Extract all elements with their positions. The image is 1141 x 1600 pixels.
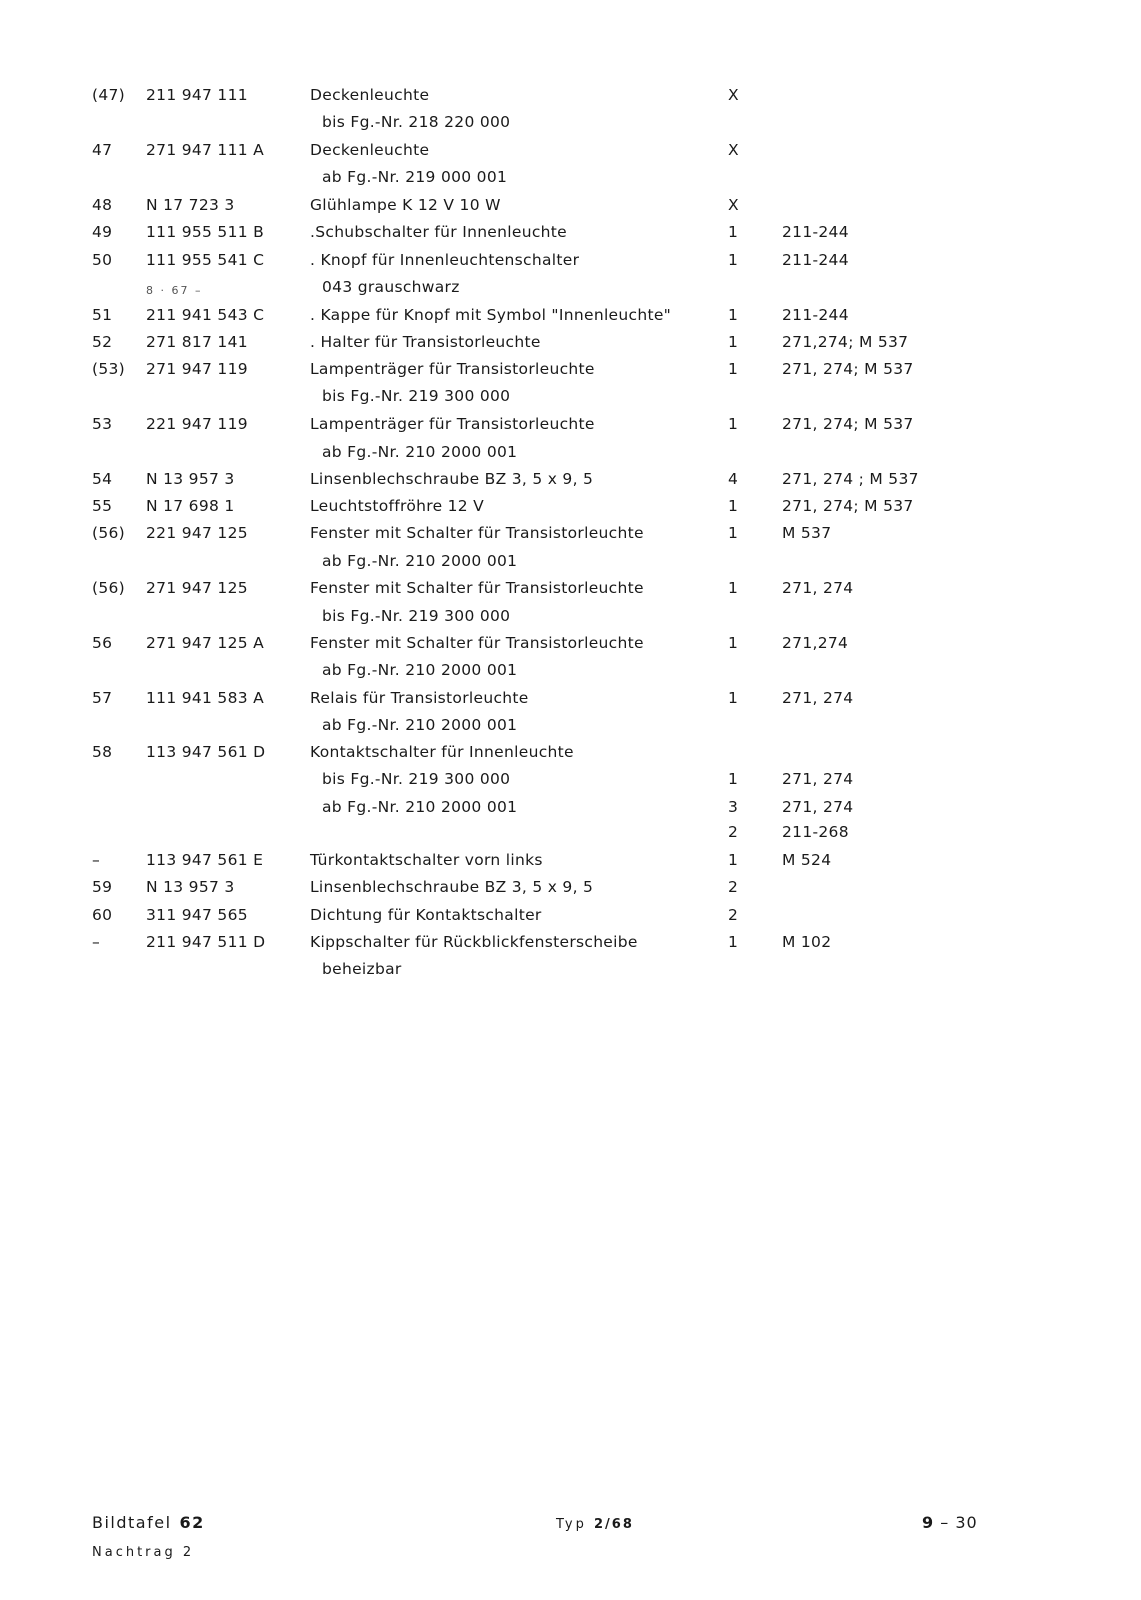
nachtrag: Nachtrag 2 [92,1545,195,1560]
table-row [0,552,1141,578]
quantity: 2 [728,823,739,841]
page-number: 9 – 30 [922,1513,978,1532]
description: . Knopf für Innenleuchtenschalter [310,251,580,269]
part-number: 211 947 111 [146,86,248,104]
part-number: 271 947 111 A [146,141,265,159]
description: bis Fg.-Nr. 218 220 000 [322,113,511,131]
description: ab Fg.-Nr. 210 2000 001 [322,443,518,461]
quantity: 2 [728,878,739,896]
part-number: 113 947 561 E [146,851,264,869]
quantity: 1 [728,223,739,241]
table-row [0,497,1141,523]
position-number: – [92,851,101,869]
position-number: 60 [92,906,113,924]
part-number: 271 947 119 [146,360,248,378]
table-row [0,86,1141,112]
description: . Kappe für Knopf mit Symbol "Innenleuchte" [310,306,672,324]
model-applicability: 271, 274 [782,689,854,707]
table-row [0,333,1141,359]
description: beheizbar [322,960,402,978]
position-number: (47) [92,86,126,104]
table-row [0,607,1141,633]
description: bis Fg.-Nr. 219 300 000 [322,387,511,405]
table-row [0,960,1141,986]
model-applicability: 211-268 [782,823,849,841]
part-number: 221 947 125 [146,524,248,542]
model-applicability: M 537 [782,524,832,542]
description: Relais für Transistorleuchte [310,689,529,707]
description: . Halter für Transistorleuchte [310,333,541,351]
part-number: 211 947 511 D [146,933,266,951]
model-applicability: 271,274; M 537 [782,333,909,351]
part-number: 271 947 125 [146,579,248,597]
quantity: 1 [728,524,739,542]
table-row [0,360,1141,386]
part-number: 271 947 125 A [146,634,265,652]
table-row [0,689,1141,715]
quantity: 1 [728,634,739,652]
table-row [0,223,1141,249]
table-row [0,770,1141,796]
model-applicability: 271, 274 [782,579,854,597]
part-number: 311 947 565 [146,906,248,924]
position-number: 47 [92,141,113,159]
typ-label: Typ 2/68 [556,1517,634,1532]
table-row [0,743,1141,769]
quantity: 1 [728,579,739,597]
model-applicability: 271, 274 [782,770,854,788]
table-row [0,579,1141,605]
table-row [0,113,1141,139]
quantity: 3 [728,798,739,816]
position-number: 51 [92,306,113,324]
description: Türkontaktschalter vorn links [310,851,543,869]
table-row [0,716,1141,742]
position-number: 52 [92,333,113,351]
quantity: X [728,86,739,104]
description: .Schubschalter für Innenleuchte [310,223,567,241]
position-number: – [92,933,101,951]
description: Fenster mit Schalter für Transistorleuchte [310,579,644,597]
table-row [0,443,1141,469]
quantity: 1 [728,251,739,269]
part-number: N 13 957 3 [146,878,235,896]
table-row [0,851,1141,877]
description: Linsenblechschraube BZ 3, 5 x 9, 5 [310,878,594,896]
model-applicability: 271, 274; M 537 [782,360,914,378]
typ-value: 2/68 [594,1517,634,1532]
description: Lampenträger für Transistorleuchte [310,360,595,378]
table-row [0,306,1141,332]
quantity: 2 [728,906,739,924]
position-number: (53) [92,360,126,378]
quantity: 1 [728,689,739,707]
part-number: 111 955 511 B [146,223,265,241]
part-number: 111 955 541 C [146,251,265,269]
position-number: (56) [92,579,126,597]
position-number: 55 [92,497,113,515]
quantity: X [728,141,739,159]
table-row [0,196,1141,222]
part-number: 111 941 583 A [146,689,265,707]
date-note: 8 · 67 – [146,284,203,297]
table-row [0,906,1141,932]
description: 043 grauschwarz [322,278,460,296]
model-applicability: 271,274 [782,634,849,652]
part-number: 211 941 543 C [146,306,265,324]
table-row [0,823,1141,849]
description: Fenster mit Schalter für Transistorleuchte [310,634,644,652]
bildtafel-number: 62 [179,1513,205,1532]
part-number: N 17 698 1 [146,497,235,515]
description: Linsenblechschraube BZ 3, 5 x 9, 5 [310,470,594,488]
table-row [0,415,1141,441]
model-applicability: 271, 274; M 537 [782,497,914,515]
description: ab Fg.-Nr. 210 2000 001 [322,552,518,570]
table-row [0,524,1141,550]
quantity: 1 [728,360,739,378]
part-number: 113 947 561 D [146,743,266,761]
table-row [0,933,1141,959]
description: Kontaktschalter für Innenleuchte [310,743,574,761]
part-number: 221 947 119 [146,415,248,433]
description: Kippschalter für Rückblickfensterscheibe [310,933,638,951]
position-number: 59 [92,878,113,896]
quantity: 1 [728,851,739,869]
position-number: 54 [92,470,113,488]
description: ab Fg.-Nr. 210 2000 001 [322,798,518,816]
part-number: 271 817 141 [146,333,248,351]
part-number: N 13 957 3 [146,470,235,488]
position-number: (56) [92,524,126,542]
model-applicability: 211-244 [782,306,849,324]
model-applicability: 271, 274; M 537 [782,415,914,433]
table-row [0,251,1141,277]
description: bis Fg.-Nr. 219 300 000 [322,607,511,625]
quantity: 1 [728,306,739,324]
part-number: N 17 723 3 [146,196,235,214]
position-number: 53 [92,415,113,433]
quantity: X [728,196,739,214]
description: ab Fg.-Nr. 219 000 001 [322,168,508,186]
model-applicability: 271, 274 ; M 537 [782,470,919,488]
table-row [0,878,1141,904]
bildtafel-label: Bildtafel 62 [92,1513,205,1532]
position-number: 50 [92,251,113,269]
table-row [0,798,1141,824]
description: Fenster mit Schalter für Transistorleuchte [310,524,644,542]
table-row [0,634,1141,660]
position-number: 57 [92,689,113,707]
model-applicability: 211-244 [782,223,849,241]
description: Lampenträger für Transistorleuchte [310,415,595,433]
quantity: 4 [728,470,739,488]
description: ab Fg.-Nr. 210 2000 001 [322,716,518,734]
table-row [0,470,1141,496]
quantity: 1 [728,333,739,351]
description: Deckenleuchte [310,86,430,104]
quantity: 1 [728,497,739,515]
model-applicability: M 102 [782,933,832,951]
description: Glühlampe K 12 V 10 W [310,196,501,214]
description: bis Fg.-Nr. 219 300 000 [322,770,511,788]
description: Dichtung für Kontaktschalter [310,906,542,924]
position-number: 58 [92,743,113,761]
description: ab Fg.-Nr. 210 2000 001 [322,661,518,679]
model-applicability: 271, 274 [782,798,854,816]
model-applicability: M 524 [782,851,832,869]
model-applicability: 211-244 [782,251,849,269]
quantity: 1 [728,933,739,951]
description: Leuchtstoffröhre 12 V [310,497,485,515]
quantity: 1 [728,415,739,433]
position-number: 56 [92,634,113,652]
table-row [0,168,1141,194]
table-row [0,278,1141,304]
position-number: 49 [92,223,113,241]
description: Deckenleuchte [310,141,430,159]
table-row [0,661,1141,687]
table-row [0,387,1141,413]
quantity: 1 [728,770,739,788]
table-row [0,141,1141,167]
position-number: 48 [92,196,113,214]
